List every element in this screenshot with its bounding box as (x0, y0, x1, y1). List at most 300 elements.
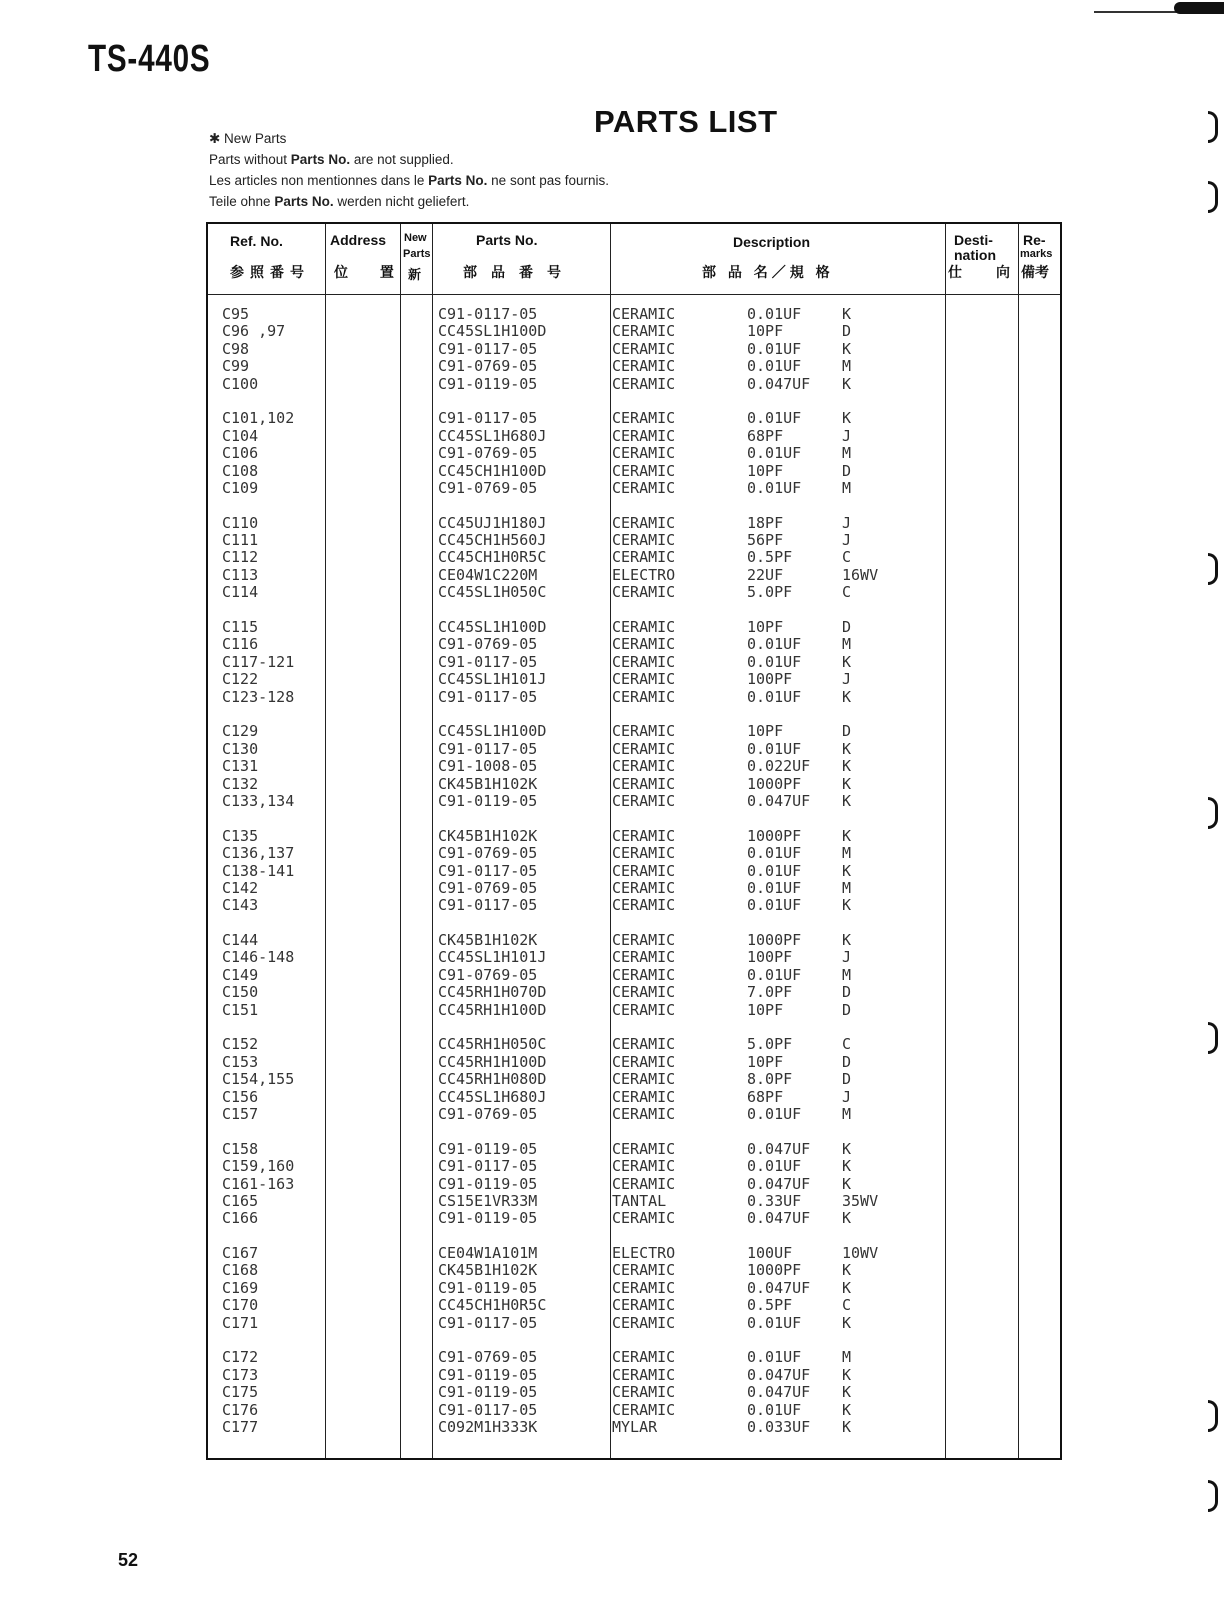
parts-no-cell: CC45CH1H560J (438, 531, 547, 550)
group-spacer (222, 497, 294, 514)
description-cell (612, 1367, 942, 1384)
group-spacer (222, 1019, 294, 1036)
description-value: 100UF (747, 1244, 793, 1263)
parts-no-cell: CC45RH1H100D (438, 1052, 547, 1071)
description-cell (612, 967, 942, 984)
note-fr: Les articles non mentionnes dans le Parts No. ne sont pas fournis. (209, 173, 609, 188)
description-value: 0.33UF (747, 1191, 802, 1210)
binder-mark (1208, 797, 1218, 829)
parts-no-cell: C91-0117-05 (438, 1400, 538, 1419)
description-cell (612, 984, 942, 1001)
description-value: 0.01UF (747, 305, 802, 323)
description-cell (612, 341, 942, 358)
ref-no-cell: C108 (222, 461, 259, 480)
ref-no-cell: C153 (222, 1052, 259, 1071)
ref-no-cell: C138-141 (222, 861, 295, 880)
group-spacer (612, 1123, 942, 1140)
ref-no-cell: C166 (222, 1209, 259, 1228)
top-edge-mark (1174, 2, 1224, 14)
description-tolerance: D (842, 983, 852, 1002)
ref-no-cell: C116 (222, 635, 259, 654)
description-cell (612, 1245, 942, 1262)
ref-no-cell: C176 (222, 1400, 259, 1419)
description-cell (612, 1158, 942, 1175)
description-type: CERAMIC (612, 478, 676, 497)
description-tolerance: K (842, 652, 852, 671)
group-spacer (612, 497, 942, 514)
ref-no-cell: C143 (222, 896, 259, 915)
ref-no-cell: C122 (222, 670, 259, 689)
description-cell (612, 515, 942, 532)
description-tolerance: M (842, 844, 852, 863)
description-tolerance: M (842, 357, 852, 376)
parts-no-cell: C91-0769-05 (438, 844, 538, 863)
note-en: Parts without Parts No. are not supplied. (209, 152, 454, 167)
description-tolerance: K (842, 757, 852, 776)
description-type: CERAMIC (612, 513, 676, 532)
description-tolerance: J (842, 1087, 852, 1106)
ref-no-cell: C171 (222, 1313, 259, 1332)
binder-mark (1208, 1022, 1218, 1054)
parts-no-cell: CC45CH1H100D (438, 461, 547, 480)
description-value: 1000PF (747, 774, 802, 793)
description-cell (612, 1262, 942, 1279)
description-tolerance: K (842, 896, 852, 915)
description-type: CERAMIC (612, 670, 676, 689)
description-value: 68PF (747, 1087, 784, 1106)
description-tolerance: K (842, 687, 852, 706)
description-value: 0.01UF (747, 478, 802, 497)
parts-no-cell: CC45RH1H070D (438, 983, 547, 1002)
description-type: CERAMIC (612, 1157, 676, 1176)
description-cell (612, 306, 942, 323)
ref-no-cell: C159,160 (222, 1157, 295, 1176)
description-type: CERAMIC (612, 948, 676, 967)
description-tolerance: K (842, 1278, 852, 1297)
ref-no-cell: C100 (222, 374, 259, 393)
description-tolerance: K (842, 1139, 852, 1158)
parts-no-cell: C91-0769-05 (438, 635, 538, 654)
description-tolerance: K (842, 774, 852, 793)
description-type: CERAMIC (612, 1261, 676, 1280)
description-cell (612, 410, 942, 427)
description-tolerance: K (842, 409, 852, 428)
description-value: 0.047UF (747, 374, 811, 393)
description-cell (612, 723, 942, 740)
description-cell (612, 1297, 942, 1314)
description-type: CERAMIC (612, 1104, 676, 1123)
parts-no-cell: C91-0117-05 (438, 1157, 538, 1176)
description-value: 8.0PF (747, 1070, 793, 1089)
description-value: 0.047UF (747, 1209, 811, 1228)
ref-no-cell: C154,155 (222, 1070, 295, 1089)
parts-no-cell: C91-0119-05 (438, 374, 538, 393)
page-number: 52 (118, 1550, 139, 1570)
description-type: CERAMIC (612, 305, 676, 323)
description-tolerance: K (842, 1365, 852, 1384)
parts-no-cell: C91-0117-05 (438, 339, 538, 358)
col-header-destination-2: nation (954, 247, 996, 263)
description-cell (612, 376, 942, 393)
description-type: CERAMIC (612, 1052, 676, 1071)
binder-mark (1208, 181, 1218, 213)
parts-no-cell: CK45B1H102K (438, 774, 538, 793)
group-spacer (222, 706, 294, 723)
description-value: 0.01UF (747, 357, 802, 376)
description-type: CERAMIC (612, 1174, 676, 1193)
description-value: 0.01UF (747, 861, 802, 880)
parts-no-cell: CC45SL1H050C (438, 583, 547, 602)
description-type: CERAMIC (612, 1365, 676, 1384)
group-spacer (222, 602, 294, 619)
description-tolerance: K (842, 1313, 852, 1332)
description-tolerance: K (842, 826, 852, 845)
description-cell (612, 619, 942, 636)
description-value: 0.01UF (747, 444, 802, 463)
parts-no-cell: CC45RH1H100D (438, 1000, 547, 1019)
description-tolerance: M (842, 1104, 852, 1123)
group-spacer (438, 393, 546, 410)
parts-no-cell: C91-0117-05 (438, 739, 538, 758)
group-spacer (612, 915, 942, 932)
col-header-parts: Parts No. (476, 232, 538, 248)
col-header-ref-jp: 参照番号 (230, 264, 310, 280)
description-type: CERAMIC (612, 618, 676, 637)
description-tolerance: 16WV (842, 565, 879, 584)
description-type: CERAMIC (612, 426, 676, 445)
col-header-destination-jp: 仕 向 (948, 264, 1020, 280)
description-type: CERAMIC (612, 409, 676, 428)
col-header-remarks-jp: 備考 (1021, 264, 1049, 280)
description-cell (612, 428, 942, 445)
description-tolerance: J (842, 531, 852, 550)
description-cell (612, 636, 942, 653)
ref-no-cell: C115 (222, 618, 259, 637)
description-cell (612, 1071, 942, 1088)
col-header-parts-jp: 部品番号 (463, 264, 575, 280)
col-header-new: New (404, 232, 427, 244)
group-spacer (438, 497, 546, 514)
col-header-description: Description (733, 234, 811, 250)
group-spacer (612, 810, 942, 827)
description-value: 0.01UF (747, 635, 802, 654)
ref-no-cell: C157 (222, 1104, 259, 1123)
ref-no-cell: C158 (222, 1139, 259, 1158)
col-header-destination: Desti- (954, 232, 993, 248)
description-type: CERAMIC (612, 652, 676, 671)
description-value: 0.5PF (747, 1296, 793, 1315)
description-tolerance: M (842, 965, 852, 984)
description-value: 0.01UF (747, 652, 802, 671)
parts-no-cell: C91-0119-05 (438, 1209, 538, 1228)
parts-no-cell: C092M1H333K (438, 1418, 538, 1436)
binder-mark (1208, 111, 1218, 143)
description-tolerance: C (842, 1035, 852, 1054)
col-header-address: Address (330, 232, 387, 248)
description-value: 1000PF (747, 826, 802, 845)
description-value: 56PF (747, 531, 784, 550)
description-cell (612, 932, 942, 949)
description-value: 10PF (747, 722, 784, 741)
parts-no-cell: C91-0769-05 (438, 478, 538, 497)
description-type: ELECTRO (612, 565, 676, 584)
description-value: 0.047UF (747, 1278, 811, 1297)
description-value: 0.01UF (747, 1400, 802, 1419)
description-tolerance: K (842, 374, 852, 393)
description-cell (612, 1402, 942, 1419)
parts-no-cell: CS15E1VR33M (438, 1191, 538, 1210)
parts-no-cell: CE04W1C220M (438, 565, 538, 584)
description-cell (612, 949, 942, 966)
group-spacer (438, 1123, 546, 1140)
parts-no-cell: C91-0119-05 (438, 1278, 538, 1297)
description-value: 0.022UF (747, 757, 811, 776)
group-spacer (438, 602, 546, 619)
description-value: 0.01UF (747, 965, 802, 984)
ref-no-cell: C101,102 (222, 409, 295, 428)
page-title: PARTS LIST (594, 104, 778, 139)
parts-no-cell: C91-0119-05 (438, 1174, 538, 1193)
description-value: 10PF (747, 1000, 784, 1019)
description-tolerance: K (842, 1383, 852, 1402)
ref-no-cell: C142 (222, 878, 259, 897)
ref-no-cell: C109 (222, 478, 259, 497)
description-cell (612, 1036, 942, 1053)
description-type: ELECTRO (612, 1244, 676, 1263)
description-type: CERAMIC (612, 583, 676, 602)
ref-no-cell: C161-163 (222, 1174, 295, 1193)
group-spacer (438, 1332, 546, 1349)
description-tolerance: K (842, 861, 852, 880)
description-type: CERAMIC (612, 757, 676, 776)
group-spacer (222, 1228, 294, 1245)
description-cell (612, 1419, 942, 1436)
description-type: CERAMIC (612, 826, 676, 845)
group-spacer (222, 1123, 294, 1140)
description-cell (612, 1280, 942, 1297)
parts-notes (209, 128, 609, 212)
description-type: CERAMIC (612, 548, 676, 567)
ref-no-cell: C133,134 (222, 791, 295, 810)
ref-no-cell: C151 (222, 1000, 259, 1019)
description-cell (612, 584, 942, 601)
ref-no-cell: C98 (222, 339, 250, 358)
description-cell (612, 1089, 942, 1106)
parts-no-cell: CC45SL1H101J (438, 670, 547, 689)
description-type: CERAMIC (612, 983, 676, 1002)
ref-no-cell: C170 (222, 1296, 259, 1315)
ref-no-cell: C95 (222, 305, 250, 323)
ref-no-cell: C99 (222, 357, 250, 376)
description-type: CERAMIC (612, 722, 676, 741)
description-cell (612, 863, 942, 880)
description-cell (612, 776, 942, 793)
description-cell (612, 828, 942, 845)
description-cell (612, 1315, 942, 1332)
parts-no-cell: C91-0769-05 (438, 357, 538, 376)
group-spacer (438, 915, 546, 932)
description-type: CERAMIC (612, 965, 676, 984)
parts-no-cell: CC45SL1H100D (438, 722, 547, 741)
parts-no-cell: CC45CH1H0R5C (438, 548, 547, 567)
description-cell (612, 1384, 942, 1401)
description-type: CERAMIC (612, 1400, 676, 1419)
col-header-remarks: Re- (1023, 232, 1046, 248)
description-type: CERAMIC (612, 1070, 676, 1089)
parts-no-cell: CC45SL1H101J (438, 948, 547, 967)
description-tolerance: C (842, 583, 852, 602)
col-header-new-2: Parts (403, 248, 431, 260)
binder-mark (1208, 1400, 1218, 1432)
group-spacer (612, 1332, 942, 1349)
description-type: CERAMIC (612, 774, 676, 793)
binder-mark (1208, 553, 1218, 585)
description-value: 0.01UF (747, 687, 802, 706)
description-tolerance: K (842, 1400, 852, 1419)
group-spacer (612, 602, 942, 619)
ref-no-cell: C175 (222, 1383, 259, 1402)
parts-no-cell: C91-0769-05 (438, 878, 538, 897)
ref-no-cell: C169 (222, 1278, 259, 1297)
ref-no-cell: C173 (222, 1365, 259, 1384)
description-type: CERAMIC (612, 896, 676, 915)
ref-no-cell: C146-148 (222, 948, 295, 967)
description-value: 0.01UF (747, 339, 802, 358)
description-tolerance: K (842, 1418, 852, 1436)
description-value: 0.5PF (747, 548, 793, 567)
ref-no-cell: C110 (222, 513, 259, 532)
description-tolerance: C (842, 1296, 852, 1315)
note-new-parts: ✱ New Parts (209, 131, 287, 146)
description-value: 5.0PF (747, 1035, 793, 1054)
col-header-remarks-2: marks (1020, 248, 1053, 260)
description-type: CERAMIC (612, 791, 676, 810)
description-value: 0.01UF (747, 1157, 802, 1176)
group-spacer (612, 393, 942, 410)
description-tolerance: D (842, 322, 852, 341)
description-type: CERAMIC (612, 357, 676, 376)
ref-no-cell: C130 (222, 739, 259, 758)
group-spacer (222, 393, 294, 410)
parts-no-cell: C91-0117-05 (438, 409, 538, 428)
description-type: TANTAL (612, 1191, 667, 1210)
parts-no-cell: C91-0117-05 (438, 652, 538, 671)
description-value: 0.047UF (747, 1139, 811, 1158)
group-spacer (612, 1228, 942, 1245)
description-value: 0.01UF (747, 878, 802, 897)
parts-no-cell: CC45UJ1H180J (438, 513, 547, 532)
description-type: CERAMIC (612, 461, 676, 480)
description-tolerance: J (842, 948, 852, 967)
description-type: CERAMIC (612, 1139, 676, 1158)
col-header-ref: Ref. No. (230, 233, 283, 249)
group-spacer (438, 810, 546, 827)
description-type: CERAMIC (612, 1296, 676, 1315)
description-tolerance: M (842, 444, 852, 463)
ref-column (222, 306, 294, 1436)
description-value: 18PF (747, 513, 784, 532)
description-value: 10PF (747, 618, 784, 637)
ref-no-cell: C167 (222, 1244, 259, 1263)
model-name: TS-440S (88, 38, 211, 80)
description-type: CERAMIC (612, 1087, 676, 1106)
description-type: CERAMIC (612, 1278, 676, 1297)
col-header-new-jp: 新 (408, 267, 422, 282)
description-type: CERAMIC (612, 931, 676, 950)
description-tolerance: K (842, 339, 852, 358)
ref-no-cell: C152 (222, 1035, 259, 1054)
note-de: Teile ohne Parts No. werden nicht geliefert. (209, 194, 470, 209)
description-tolerance: K (842, 1209, 852, 1228)
description-type: CERAMIC (612, 861, 676, 880)
description-cell (612, 1106, 942, 1123)
description-cell (612, 358, 942, 375)
description-cell (612, 654, 942, 671)
description-tolerance: K (842, 791, 852, 810)
description-tolerance: 35WV (842, 1191, 879, 1210)
ref-no-cell: C165 (222, 1191, 259, 1210)
parts-no-cell: CC45SL1H680J (438, 426, 547, 445)
parts-no-cell: C91-0769-05 (438, 1348, 538, 1367)
description-tolerance: D (842, 722, 852, 741)
description-tolerance: D (842, 1000, 852, 1019)
ref-no-cell: C113 (222, 565, 259, 584)
description-tolerance: D (842, 1070, 852, 1089)
description-cell (612, 689, 942, 706)
parts-no-cell: CE04W1A101M (438, 1244, 538, 1263)
description-cell (612, 1054, 942, 1071)
ref-no-cell: C106 (222, 444, 259, 463)
description-tolerance: M (842, 635, 852, 654)
ref-no-cell: C104 (222, 426, 259, 445)
parts-no-cell: CC45SL1H100D (438, 618, 547, 637)
ref-no-cell: C168 (222, 1261, 259, 1280)
group-spacer (222, 1332, 294, 1349)
description-cell (612, 1002, 942, 1019)
parts-no-cell: C91-0119-05 (438, 1365, 538, 1384)
description-type: CERAMIC (612, 1035, 676, 1054)
ref-no-cell: C111 (222, 531, 259, 550)
description-tolerance: D (842, 1052, 852, 1071)
description-cell (612, 758, 942, 775)
parts-no-column (438, 306, 546, 1436)
description-tolerance: K (842, 739, 852, 758)
ref-no-cell: C177 (222, 1418, 259, 1436)
description-cell (612, 1210, 942, 1227)
description-tolerance: J (842, 513, 852, 532)
description-type: CERAMIC (612, 844, 676, 863)
description-type: CERAMIC (612, 322, 676, 341)
parts-no-cell: C91-0117-05 (438, 687, 538, 706)
description-type: CERAMIC (612, 374, 676, 393)
description-value: 0.047UF (747, 1174, 811, 1193)
parts-no-cell: C91-0117-05 (438, 896, 538, 915)
description-value: 68PF (747, 426, 784, 445)
ref-no-cell: C135 (222, 826, 259, 845)
description-value: 0.047UF (747, 791, 811, 810)
ref-no-cell: C129 (222, 722, 259, 741)
ref-no-cell: C123-128 (222, 687, 295, 706)
description-cell (612, 445, 942, 462)
description-cell (612, 532, 942, 549)
description-tolerance: K (842, 1174, 852, 1193)
description-type: CERAMIC (612, 1383, 676, 1402)
description-tolerance: J (842, 426, 852, 445)
description-type: CERAMIC (612, 339, 676, 358)
parts-no-cell: CK45B1H102K (438, 826, 538, 845)
ref-no-cell: C96 ,97 (222, 322, 286, 341)
ref-no-cell: C131 (222, 757, 259, 776)
